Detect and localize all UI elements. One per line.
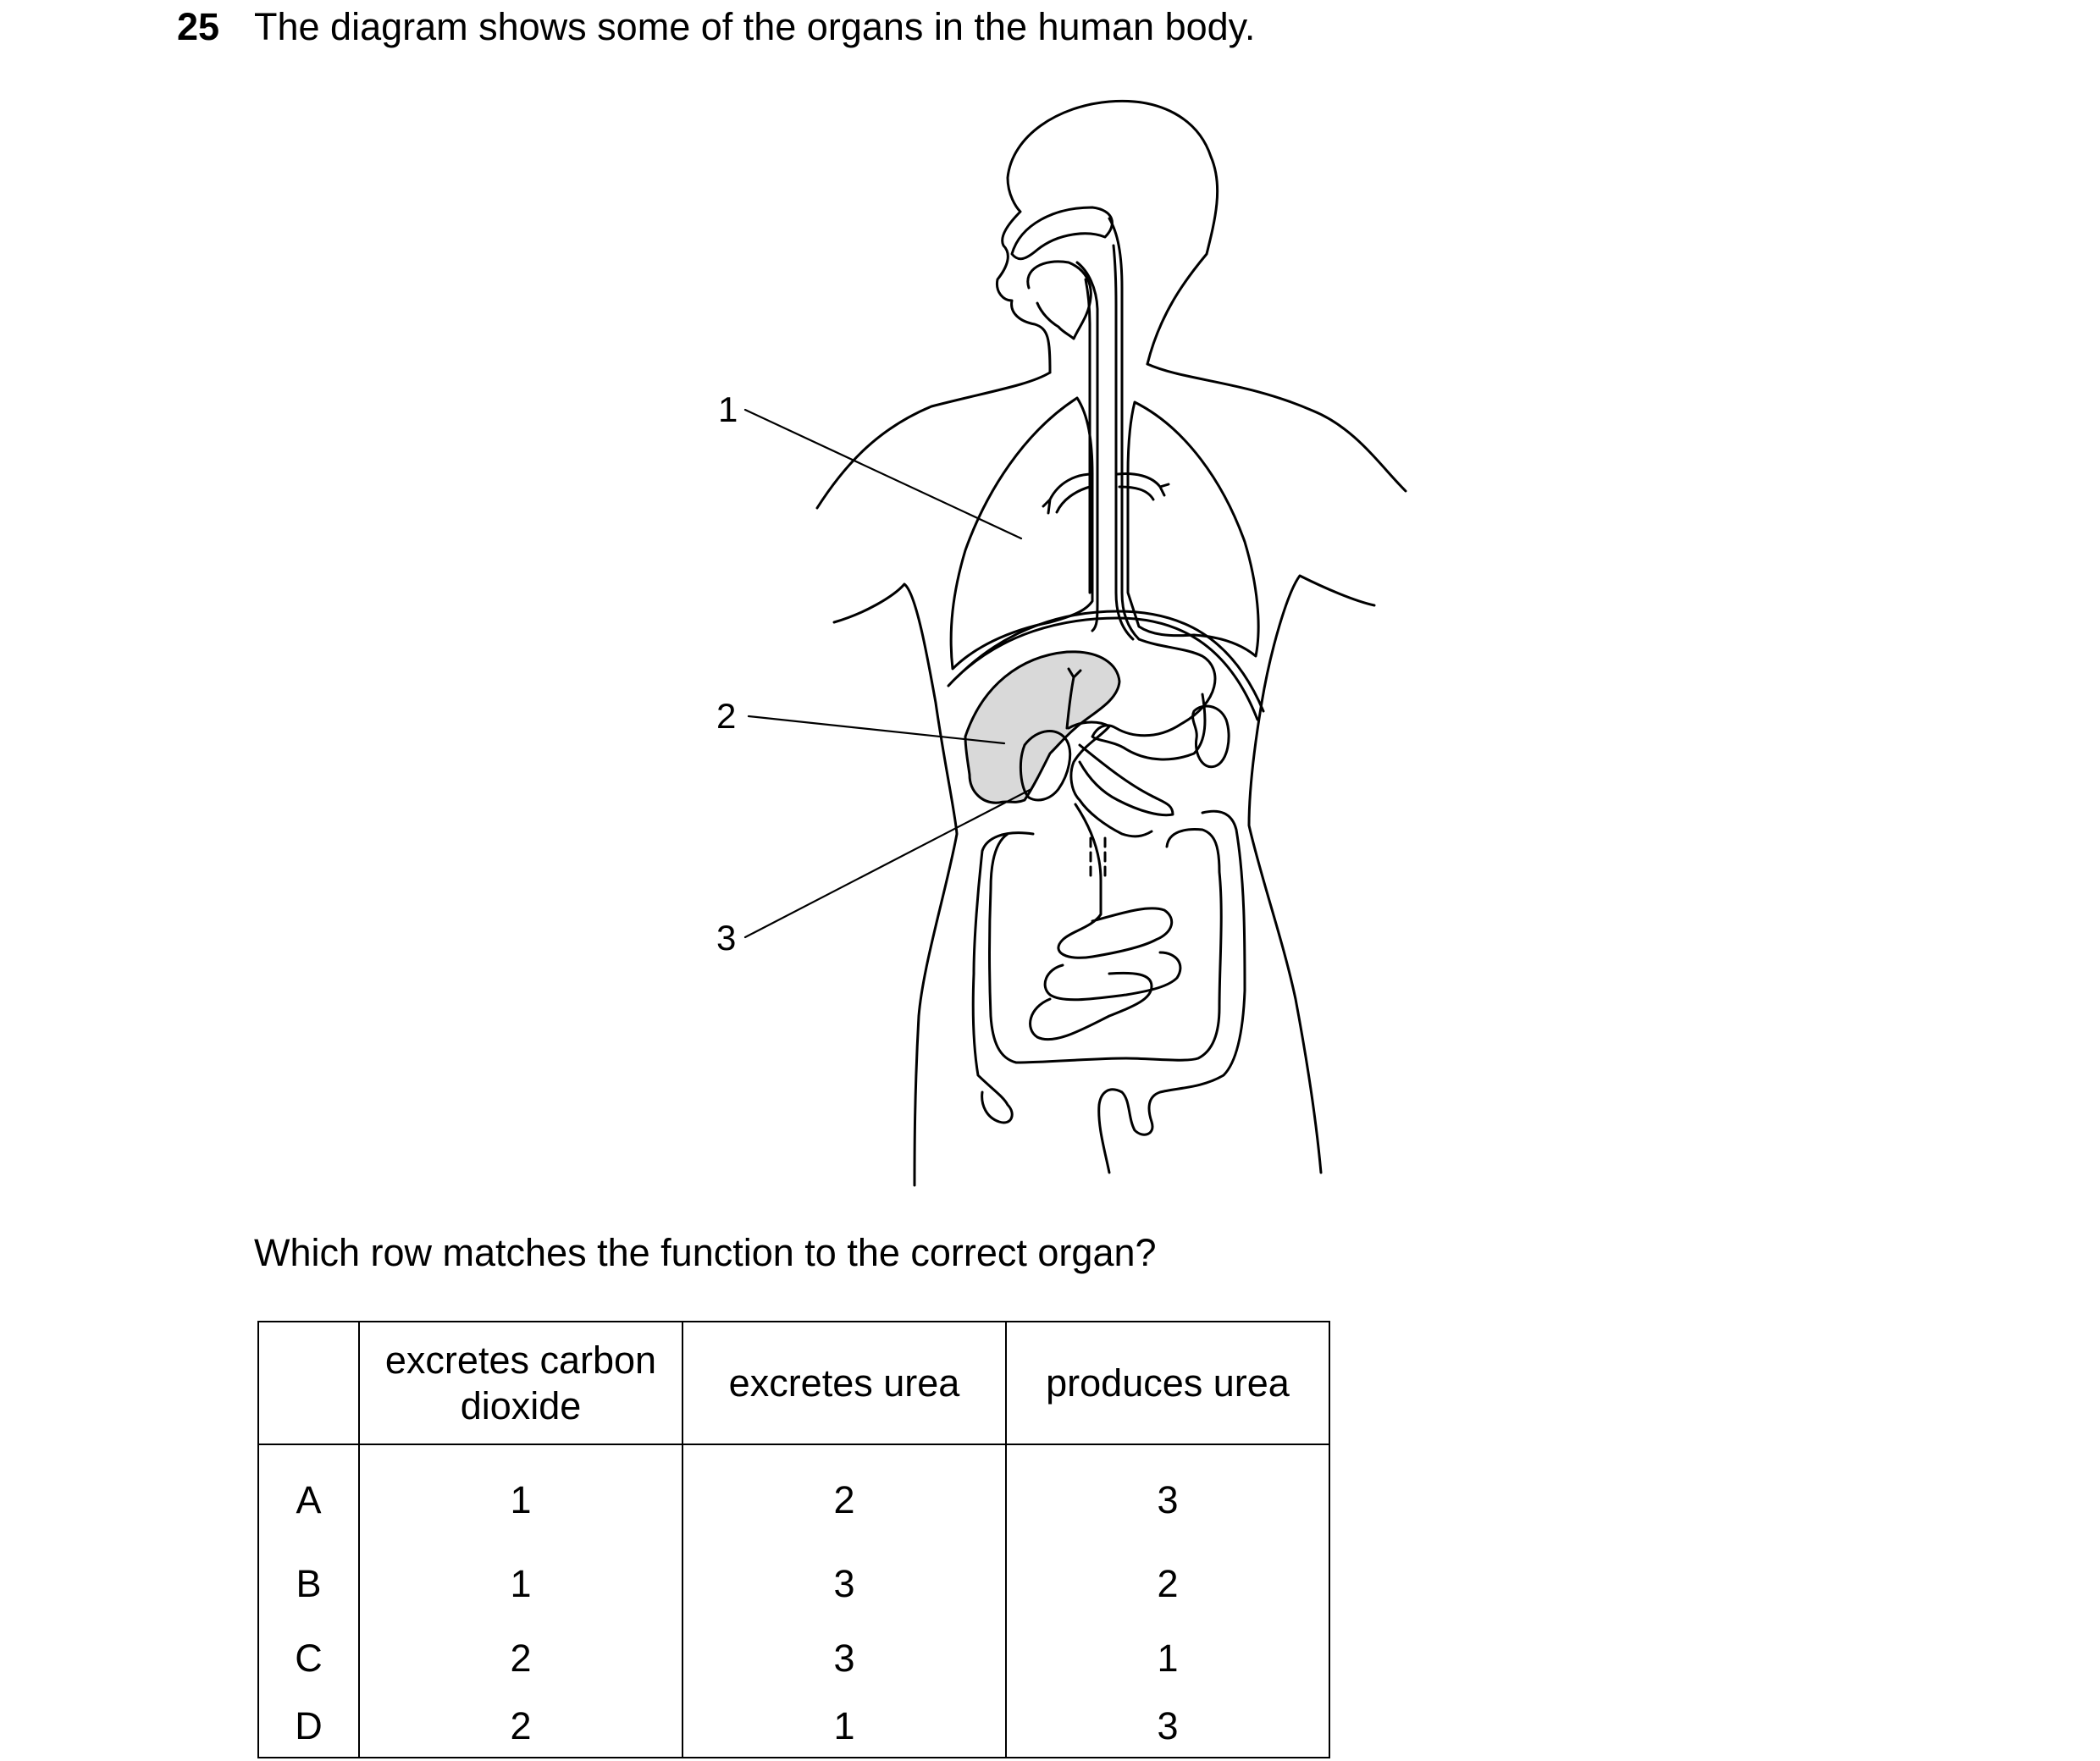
nasal-cavity	[1012, 207, 1112, 259]
table-row[interactable]	[258, 1696, 1329, 1758]
trachea	[1077, 262, 1097, 631]
table-row[interactable]	[258, 1621, 1329, 1696]
option-label: B	[258, 1547, 359, 1621]
label-1-line	[745, 410, 1021, 538]
table-cell: 1	[359, 1444, 682, 1547]
bronchi	[1043, 474, 1169, 513]
mouth-cavity	[1028, 262, 1091, 339]
table-cell: 3	[682, 1621, 1006, 1696]
table-cell: 2	[682, 1444, 1006, 1547]
table-cell: 3	[1006, 1696, 1329, 1758]
pancreas	[1080, 745, 1173, 815]
header-empty	[258, 1322, 359, 1444]
left-torso-outline	[834, 584, 957, 1185]
oesophagus	[1109, 218, 1139, 639]
option-label: D	[258, 1696, 359, 1758]
option-label: A	[258, 1444, 359, 1547]
header-excretes-urea: excretes urea	[682, 1322, 1006, 1444]
label-2: 2	[716, 696, 737, 736]
label-2-line	[749, 716, 1004, 743]
label-3-line	[745, 789, 1031, 937]
table-cell: 3	[682, 1547, 1006, 1621]
question-text: The diagram shows some of the organs in the human body.	[254, 5, 1256, 48]
liver	[965, 652, 1119, 803]
question-prompt: Which row matches the function to the correct organ?	[254, 1231, 1157, 1274]
table-row[interactable]	[258, 1547, 1329, 1621]
right-shoulder-outline	[1147, 364, 1406, 491]
label-1: 1	[718, 389, 738, 429]
question-number: 25	[177, 5, 220, 48]
head-outline	[997, 101, 1217, 373]
header-label: excretes carbon dioxide	[384, 1338, 657, 1427]
table-row[interactable]	[258, 1444, 1329, 1547]
lung-right	[1128, 402, 1258, 656]
kidney	[1193, 706, 1230, 767]
right-torso-outline	[1249, 576, 1374, 1173]
header-produces-urea: produces urea	[1006, 1322, 1329, 1444]
table-cell: 2	[1006, 1547, 1329, 1621]
header-excretes-carbon-dioxide	[359, 1322, 682, 1444]
label-3: 3	[716, 918, 737, 958]
human-organs-diagram	[0, 68, 2100, 1202]
table-cell: 1	[359, 1547, 682, 1621]
lung-left	[951, 398, 1092, 669]
table-cell: 3	[1006, 1444, 1329, 1547]
table-cell: 1	[682, 1696, 1006, 1758]
table-cell: 2	[359, 1621, 682, 1696]
option-label: C	[258, 1621, 359, 1696]
large-intestine	[973, 811, 1245, 1173]
table-header-row	[258, 1322, 1329, 1444]
duodenum	[1069, 722, 1152, 836]
table-cell: 2	[359, 1696, 682, 1758]
answer-table	[257, 1321, 1330, 1758]
question-line	[177, 2, 1255, 52]
left-shoulder-outline	[817, 373, 1050, 508]
table-cell: 1	[1006, 1621, 1329, 1696]
